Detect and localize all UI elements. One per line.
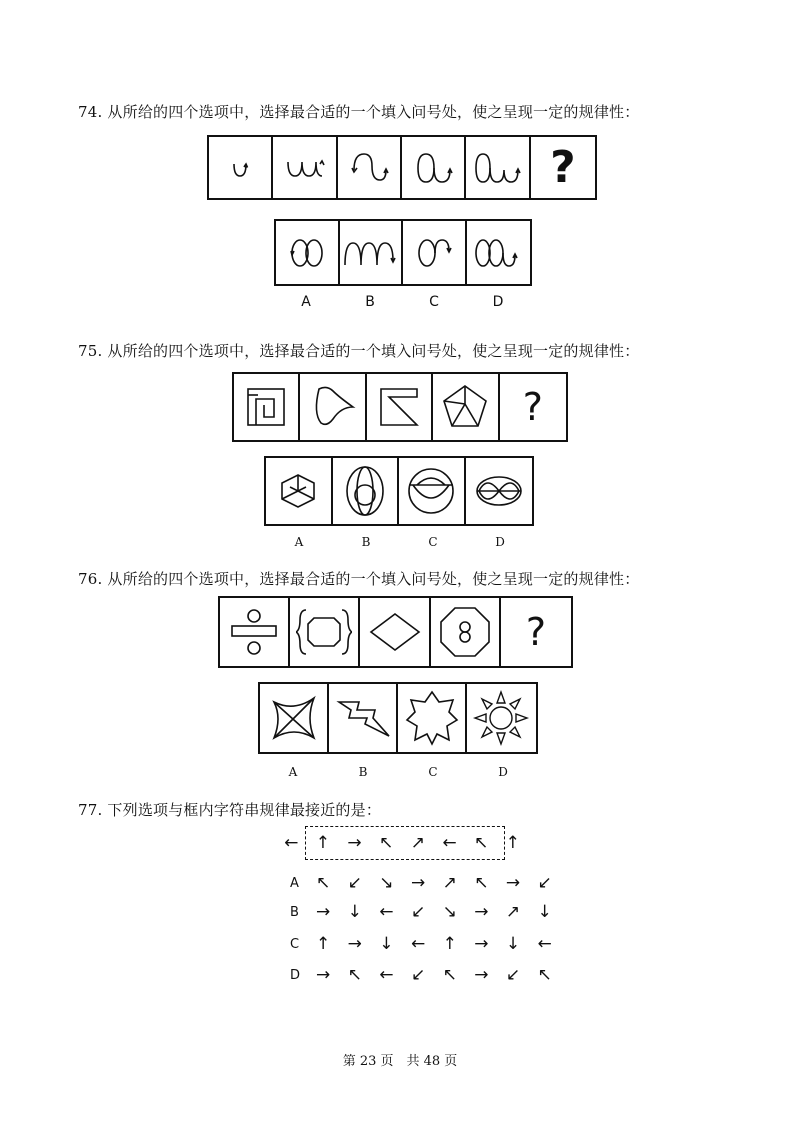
q77-choice-a-label: A — [290, 875, 299, 891]
q74-option-c-figure[interactable] — [403, 221, 467, 284]
q74-figure-2 — [273, 137, 337, 198]
q74-option-d-label: D — [492, 294, 504, 310]
q77-choice-a-arrows: ↖ ↙ ↘ → ↗ ↖ → ↙ — [316, 873, 558, 893]
q75-figure-2 — [300, 374, 366, 440]
q74-figure-1 — [209, 137, 273, 198]
q76-option-a-figure[interactable] — [260, 684, 329, 752]
q75-figure-4 — [433, 374, 499, 440]
q76-option-a-label: A — [288, 765, 298, 779]
q76-question-row — [218, 596, 573, 668]
q75-title: 75. 从所给的四个选项中，选择最合适的一个填入问号处，使之呈现一定的规律性： — [78, 342, 640, 360]
q74-question-mark: ? — [550, 142, 576, 193]
q74-options-row — [274, 219, 532, 286]
q76-option-c-figure[interactable] — [398, 684, 467, 752]
q74-option-a-figure[interactable] — [276, 221, 340, 284]
q75-option-c-label: C — [428, 535, 438, 549]
q75-option-c-figure[interactable] — [399, 458, 466, 524]
q76-figure-1 — [220, 598, 290, 666]
q74-question-row — [207, 135, 597, 200]
q77-choice-c-label: C — [290, 936, 300, 952]
q77-sequence: ← ↑ → ↖ ↗ ← ↖ ↑ — [284, 833, 526, 853]
q75-option-b-figure[interactable] — [333, 458, 400, 524]
q74-option-b-label: B — [365, 294, 375, 310]
q77-choice-b-label: B — [290, 904, 299, 920]
q75-figure-3 — [367, 374, 433, 440]
q76-question-mark: ? — [525, 610, 546, 654]
q77-sequence-box — [284, 826, 526, 860]
q74-option-a-label: A — [301, 294, 311, 310]
q74-option-c-label: C — [429, 294, 439, 310]
q76-option-b-label: B — [358, 765, 368, 779]
q74-figure-4 — [402, 137, 466, 198]
q75-option-a-label: A — [294, 535, 304, 549]
q76-figure-2 — [290, 598, 360, 666]
page-footer: 第 23 页 共 48 页 — [342, 1054, 458, 1069]
q76-option-c-label: C — [428, 765, 438, 779]
q74-figure-5 — [466, 137, 530, 198]
q77-choice-d-arrows: → ↖ ← ↙ ↖ → ↙ ↖ — [316, 965, 558, 985]
q77-choice-b-arrows: → ↓ ← ↙ ↘ → ↗ ↓ — [316, 902, 558, 922]
q77-choice-d[interactable] — [290, 963, 558, 987]
q74-option-d-figure[interactable] — [467, 221, 530, 284]
q77-title: 77. 下列选项与框内字符串规律最接近的是： — [78, 801, 382, 819]
q77-choice-a[interactable] — [290, 871, 558, 895]
q76-option-d-figure[interactable] — [467, 684, 536, 752]
q76-option-b-figure[interactable] — [329, 684, 398, 752]
q74-title: 74. 从所给的四个选项中，选择最合适的一个填入问号处，使之呈现一定的规律性： — [78, 103, 640, 121]
q75-figure-1 — [234, 374, 300, 440]
q74-figure-3 — [338, 137, 402, 198]
q75-question-row — [232, 372, 568, 442]
q77-choice-c-arrows: ↑ → ↓ ← ↑ → ↓ ← — [316, 934, 558, 954]
q74-option-b-figure[interactable] — [340, 221, 404, 284]
q77-choice-d-label: D — [290, 967, 301, 983]
q75-question-mark: ? — [522, 385, 543, 429]
q76-option-d-label: D — [498, 765, 508, 779]
q76-title: 76. 从所给的四个选项中，选择最合适的一个填入问号处，使之呈现一定的规律性： — [78, 570, 640, 588]
q77-choice-c[interactable] — [290, 932, 558, 956]
q75-option-a-figure[interactable] — [266, 458, 333, 524]
q75-option-d-label: D — [495, 535, 505, 549]
q77-choice-b[interactable] — [290, 900, 558, 924]
q76-figure-4 — [431, 598, 501, 666]
q75-options-row — [264, 456, 534, 526]
q75-option-d-figure[interactable] — [466, 458, 532, 524]
q76-options-row — [258, 682, 538, 754]
q75-option-b-label: B — [361, 535, 371, 549]
q76-figure-3 — [360, 598, 430, 666]
